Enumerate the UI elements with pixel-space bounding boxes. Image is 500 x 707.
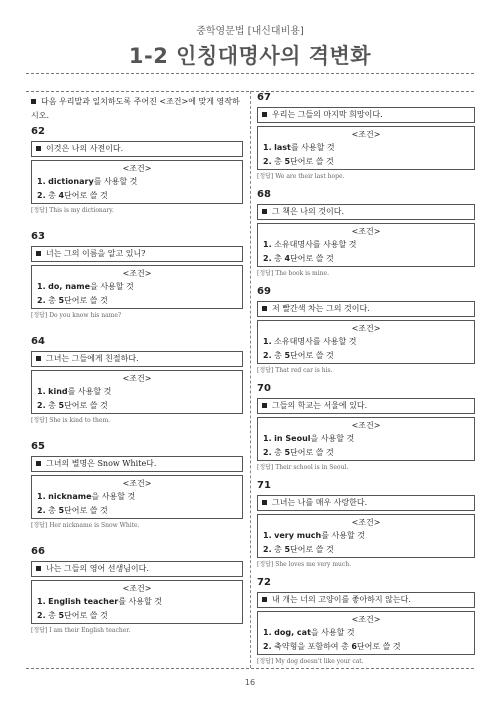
condition-2-count: 4 [58,191,65,200]
bullet-icon [262,403,267,408]
condition-1 [263,238,469,252]
question-number: 64 [31,336,45,347]
condition-title: <조건> [351,130,381,139]
answer-text: We are their last hope. [275,173,345,180]
question-prompt-box [257,301,475,317]
answer-line [257,560,475,569]
condition-1-text: 을 사용할 것 [90,282,134,291]
condition-1 [37,385,237,399]
condition-box [257,223,475,267]
condition-1-keyword: do, name [48,282,91,291]
condition-1-number: 1. [37,282,46,291]
answer-label: [정답] [31,522,48,529]
condition-2 [263,155,469,169]
condition-title: <조건> [122,164,152,173]
condition-1 [263,432,469,446]
condition-2-number: 2. [37,506,46,515]
condition-2-text-post: 단어로 쓸 것 [290,157,334,166]
condition-1-keyword: nickname [48,492,92,501]
question-number: 72 [257,577,271,588]
condition-title: <조건> [351,324,381,333]
question-prompt: 내 개는 너의 고양이를 좋아하지 않는다. [272,595,411,604]
answer-line [31,416,243,425]
condition-2-text-pre: 총 [274,448,285,457]
answer-line [31,626,243,635]
condition-2-text-pre: 총 [48,401,59,410]
condition-2-text-pre: 총 [48,506,59,515]
condition-2-count: 5 [58,506,65,515]
condition-2-number: 2. [263,351,272,360]
question-number: 71 [257,480,271,491]
answer-label: [정답] [257,173,274,180]
condition-title: <조건> [351,518,381,527]
condition-1-text: 을 사용할 것 [310,628,355,637]
condition-2-count: 4 [284,254,291,263]
question-prompt-box [31,561,243,577]
bullet-icon [262,112,267,117]
condition-2-number: 2. [37,296,46,305]
condition-title: <조건> [351,227,381,236]
condition-title: <조건> [122,374,152,383]
condition-1-text: 를 사용할 것 [118,597,162,606]
condition-1-text: 을 사용할 것 [91,492,136,501]
condition-2-count: 5 [58,401,65,410]
answer-line [31,521,243,530]
condition-2-number: 2. [263,254,272,263]
condition-2-text-pre: 총 [274,157,285,166]
question-prompt: 저 빨간색 차는 그의 것이다. [272,304,370,313]
question-number: 68 [257,189,271,200]
question-prompt: 우리는 그들의 마지막 희망이다. [272,110,383,119]
condition-2-text-pre: 총 [48,296,59,305]
condition-title: <조건> [122,584,152,593]
condition-2-count: 5 [58,611,65,620]
condition-1-number: 1. [263,628,272,637]
condition-2 [263,446,469,460]
answer-line [31,311,243,320]
condition-2 [37,189,237,203]
question-number: 66 [31,546,45,557]
bullet-icon [262,209,267,214]
question-prompt-box [31,141,243,157]
condition-2-count: 5 [58,296,65,305]
condition-title: <조건> [122,479,152,488]
question-prompt: 그녀는 나를 매우 사랑한다. [272,498,368,507]
question-block [257,576,475,666]
condition-1-keyword: very much [274,531,322,540]
condition-box [257,126,475,170]
answer-text: Their school is in Seoul. [275,464,349,471]
condition-1-text: 를 사용할 것 [67,387,112,396]
question-block [257,285,475,375]
question-prompt: 그녀는 그들에게 친절하다. [46,354,139,363]
condition-2 [37,504,237,518]
question-prompt-box [257,107,475,123]
question-block [257,188,475,278]
question-number: 67 [257,92,271,103]
answer-label: [정답] [257,270,274,277]
answer-text: Her nickname is Snow White. [49,522,140,529]
answer-line [257,657,475,666]
condition-box [31,370,243,414]
condition-2 [263,640,469,654]
question-prompt: 그녀의 별명은 Snow White다. [46,459,157,468]
question-number: 63 [31,231,45,242]
answer-text: The book is mine. [275,270,329,277]
condition-box [257,514,475,558]
question-prompt-box [257,495,475,511]
condition-1-number: 1. [37,387,46,396]
bullet-icon [36,566,41,571]
answer-label: [정답] [257,367,274,374]
condition-2-number: 2. [37,401,46,410]
condition-title: <조건> [351,421,381,430]
condition-1-number: 1. [263,240,272,249]
answer-text: This is my dictionary. [49,207,114,214]
answer-text: She is kind to them. [49,417,111,424]
condition-2-text-pre: 총 [274,254,285,263]
condition-2-text-post: 단어로 쓸 것 [64,191,108,200]
answer-line [257,366,475,375]
header-subtitle: 중학영문법 [내신대비용] [196,26,304,37]
condition-2 [263,349,469,363]
question-prompt: 그들의 학교는 서울에 있다. [272,401,368,410]
condition-1 [263,626,469,640]
condition-1 [263,529,469,543]
question-prompt: 그 책은 나의 것이다. [272,207,344,216]
condition-1 [263,141,469,155]
condition-2 [37,294,237,308]
instructions [31,95,243,123]
answer-label: [정답] [31,417,48,424]
condition-1-text: 를 사용할 것 [290,143,335,152]
instructions-text: 다음 우리말과 일치하도록 주어진 <조건>에 맞게 영작하시오. [31,97,240,120]
condition-1-number: 1. [263,434,272,443]
condition-2-text-post: 단어로 쓸 것 [356,642,401,651]
condition-box [31,475,243,519]
condition-2-text-post: 단어로 쓸 것 [290,254,334,263]
header-divider [26,73,474,74]
question-block [257,382,475,472]
question-block [31,440,243,530]
answer-label: [정답] [31,627,48,634]
answer-label: [정답] [31,312,48,319]
question-prompt-box [31,351,243,367]
condition-2-text-pre: 총 [48,611,59,620]
condition-title: <조건> [122,269,152,278]
condition-1-text: 을 사용할 것 [310,434,355,443]
answer-line [257,463,475,472]
condition-2-text-post: 단어로 쓸 것 [64,611,108,620]
bullet-icon [31,99,36,104]
condition-2-text-post: 단어로 쓸 것 [64,506,108,515]
condition-2 [263,252,469,266]
condition-1-number: 1. [263,143,272,152]
condition-2-text-post: 단어로 쓸 것 [64,296,108,305]
condition-2-text-pre: 총 [48,191,59,200]
condition-1-keyword: dictionary [48,177,94,186]
condition-1-keyword: in Seoul [274,434,311,443]
column-divider [250,91,251,668]
question-number: 70 [257,383,271,394]
answer-line [257,172,475,181]
condition-1-text: 를 사용할 것 [93,177,138,186]
condition-2-text-post: 단어로 쓸 것 [290,545,334,554]
condition-2-text-pre: 축약형을 포함하여 총 [274,642,352,651]
condition-2-text-post: 단어로 쓸 것 [290,448,334,457]
bullet-icon [262,306,267,311]
footer-divider [26,668,474,669]
question-number: 69 [257,286,271,297]
condition-box [257,611,475,655]
question-block [31,230,243,320]
condition-1-text: 소유대명사를 사용할 것 [274,240,357,249]
answer-line [257,269,475,278]
question-prompt-box [31,456,243,472]
question-block [257,479,475,569]
question-prompt: 너는 그의 이름을 알고 있니? [46,249,146,258]
question-prompt-box [257,204,475,220]
condition-2-number: 2. [263,157,272,166]
condition-title: <조건> [351,615,381,624]
question-block [31,545,243,635]
question-prompt: 이것은 나의 사전이다. [46,144,124,153]
bullet-icon [36,356,41,361]
page-number: 16 [244,678,256,687]
question-prompt-box [257,592,475,608]
question-prompt: 나는 그들의 영어 선생님이다. [46,564,149,573]
answer-text: She loves me very much. [275,561,352,568]
question-block [31,335,243,425]
condition-1 [37,175,237,189]
answer-label: [정답] [257,561,274,568]
condition-2-number: 2. [263,545,272,554]
condition-1-number: 1. [263,531,272,540]
bullet-icon [262,500,267,505]
condition-2 [37,399,237,413]
condition-1 [37,280,237,294]
question-block [257,91,475,181]
condition-2 [37,609,237,623]
condition-2-count: 5 [284,157,291,166]
condition-2-count: 5 [284,448,291,457]
condition-2 [263,543,469,557]
condition-2-number: 2. [37,191,46,200]
condition-1-number: 1. [263,337,272,346]
condition-box [257,417,475,461]
bullet-icon [262,597,267,602]
condition-2-number: 2. [37,611,46,620]
answer-label: [정답] [257,464,274,471]
condition-1-number: 1. [37,492,46,501]
answer-text: That red car is his. [275,367,333,374]
condition-1 [37,595,237,609]
condition-1-keyword: dog, cat [274,628,311,637]
answer-label: [정답] [257,658,274,665]
condition-1 [37,490,237,504]
condition-2-text-pre: 총 [274,545,285,554]
bullet-icon [36,146,41,151]
question-number: 62 [31,126,45,137]
condition-1-number: 1. [37,597,46,606]
condition-1-keyword: English teacher [48,597,119,606]
bullet-icon [36,461,41,466]
condition-1-keyword: kind [48,387,68,396]
condition-2-count: 5 [284,351,291,360]
answer-text: I am their English teacher. [49,627,131,634]
answer-text: Do you know his name? [49,312,122,319]
answer-line [31,206,243,215]
question-prompt-box [257,398,475,414]
page-title: 1-2 인칭대명사의 격변화 [128,44,372,68]
question-block [31,125,243,215]
bullet-icon [36,251,41,256]
condition-1-text: 를 사용할 것 [321,531,365,540]
question-number: 65 [31,441,45,452]
condition-1-text: 소유대명사를 사용할 것 [274,337,357,346]
question-prompt-box [31,246,243,262]
condition-box [31,160,243,204]
condition-2-text-pre: 총 [274,351,285,360]
condition-2-text-post: 단어로 쓸 것 [290,351,334,360]
condition-box [257,320,475,364]
condition-2-count: 5 [284,545,291,554]
condition-2-number: 2. [263,448,272,457]
condition-2-number: 2. [263,642,272,651]
condition-1 [263,335,469,349]
condition-2-text-post: 단어로 쓸 것 [64,401,108,410]
answer-label: [정답] [31,207,48,214]
condition-box [31,265,243,309]
condition-1-number: 1. [37,177,46,186]
condition-box [31,580,243,624]
condition-1-keyword: last [274,143,291,152]
condition-2-count: 6 [351,642,357,651]
answer-text: My dog doesn't like your cat. [275,658,364,665]
